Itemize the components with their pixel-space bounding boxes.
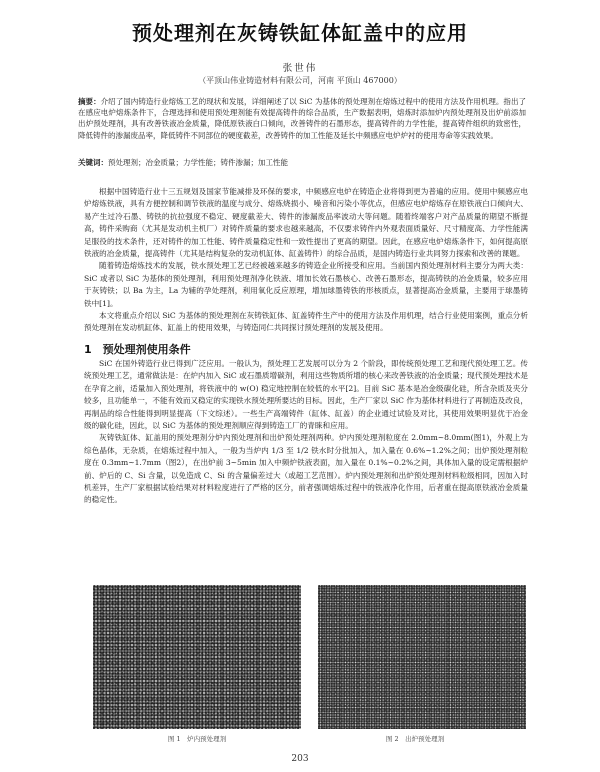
section-paragraph-1: SiC 在国外铸造行业已得到广泛应用。一般认为，预处理工艺发展可以分为 2 个阶段，即传统预处理工艺和现代预处理工艺。传统预处理工艺，通常做法是：在炉内加入 SiC 或石墨质增碳剂，利用这些物质所增的核心来改善铁液的冶金质量；现代预处理技术是在孕育之前，适量加入预处理剂，将铁液中的 w(O) 稳定地控制在较低的水平[2]。目前 SiC 基本是冶金级碳化硅，所含杂质及夹分较多，且功能单一，不能有效而又稳定的实现铁水预处理所要达的目标。因此，生产厂家以 SiC 作为基体材料进行了再制造及改良，再制品的综合性能得到明显提高（下文综述）。一些生产高端铸件（缸体、缸盖）的企业通过试验及对比，其使用效果明显优于冶金级的碳化硅，因此，以 SiC 为基体的预处理剂顺应得到铸造工厂的青睐和应用。 (84, 359, 528, 431)
intro-paragraph-1: 根据中国铸造行业十三五规划及国家节能减排及环保的要求，中频感应电炉在铸造企业将得到更为普遍的应用。使用中频感应电炉熔炼铁液，具有方便控制和调节铁液的温度与成分、熔炼烧损小、噪音和污染小等优点，但感应电炉熔炼存在原铁液白口倾向大、易产生过冷石墨、铸铁的抗拉强度不稳定、硬度截差大、铸件的渗漏废品率波动大等问题。随着终端客户对产品质量的期望不断提高，铸件采购商（尤其是发动机主机厂）对铸件质量的要求也越来越高，不仅要求铸件内外观表面质量好、尺寸精度高、力学性能满足服役的技术条件，还对铸件的加工性能、铸件质量稳定性和一致性提出了更高的期望。因此，在感应电炉熔炼条件下，如何提高原铁液的冶金质量，提高铸件（尤其是结构复杂的发动机缸体、缸盖铸件）的综合品质，是国内铸造行业共同努力探索和改善的课题。 (84, 187, 528, 259)
intro-paragraph-2: 随着铸造熔炼技术的发展，铁水预处理工艺已经被越来越多的铸造企业所接受和应用。当前国内预处理剂材料主要分为两大类：SiC 或者以 SiC 为基体的预处理剂，利用预处理剂净化铁液、增加长效石墨核心、改善石墨形态，提高铸铁的冶金质量，较多应用于灰铸铁；以 Ba 为主，La 为辅的孕处理剂，利用氧化反应原理，增加球墨铸铁的形核质点，显著提高冶金质量，主要用于球墨铸铁中[1]。 (84, 261, 528, 308)
section-heading: 1 预处理剂使用条件 (84, 343, 191, 356)
abstract-label: 摘要： (78, 97, 101, 106)
section-paragraph-2: 灰铸铁缸体、缸盖用的预处理剂分炉内预处理剂和出炉预处理剂两种。炉内预处理剂粒度在 2.0mm~8.0mm(图1)，外观上为综色晶体，无杂质，在熔炼过程中加入，一般为当炉内 1/3 至 1/2 铁水时分批加入，加入量在 0.6%~1.2%之间；出炉预处理剂粒度在 0.3mm~1.7mm（图2），在出炉前 3~5min 加入中频炉铁液表面，加入量在 0.1%~0.2%之间，具体加入量的设定需根据炉前、炉后的 C、Si 含量，以免造成 C、Si 的含量偏差过大（或超工艺范围）。炉内预处理剂和出炉预处理剂材料粒级相同，因加入时机差异，生产厂家根据试验结果对材料粒度进行了严格的区分，前者强调熔炼过程中的铁液净化作用，后者重在提高原铁液冶金质量的稳定性。 (84, 433, 528, 505)
page-number: 203 (291, 754, 309, 764)
author-name: 张世伟 (282, 63, 318, 74)
keywords-label: 关键词： (78, 158, 108, 167)
intro-paragraph-3: 本文将重点介绍以 SiC 为基体的预处理剂在灰铸铁缸体、缸盖铸件生产中的使用方法及作用机理，结合行业使用案例，重点分析预处理剂在发动机缸体、缸盖上的使用效果，与铸造同仁共同探讨预处理剂的发展及使用。 (84, 311, 528, 333)
figure-1-image (93, 585, 301, 729)
section-1-body (84, 358, 528, 507)
figure-1-caption: 图 1 炉内预处理剂 (167, 735, 227, 743)
introduction (84, 186, 528, 335)
abstract-text: 介绍了国内铸造行业熔炼工艺的现状和发展，详细阐述了以 SiC 为基体的预处理剂在熔炼过程中的使用方法及作用机理。指出了在感应电炉熔炼条件下，合理选择和使用预处理剂能有效提高铸件的综合品质，生产数据表明，熔炼时添加炉内预处理剂及出炉前添加出炉预处理剂，具有改善铁液冶金质量，降低原铁液白口倾向，改善铸件的石墨形态，提高铸件的力学性能，提高铸件组织的致密性，降低铸件的渗漏废品率，降低铸件不同部位的硬度截差，改善铸件的加工性能及延长中频感应电炉炉衬的使用寿命等实践效果。 (78, 97, 527, 140)
paper-title: 预处理剂在灰铸铁缸体缸盖中的应用 (132, 21, 468, 45)
abstract (78, 96, 526, 141)
figure-2-caption: 图 2 出炉预处理剂 (385, 735, 445, 743)
keywords (78, 157, 526, 168)
keywords-text: 预处理剂；冶金质量；力学性能；铸件渗漏；加工性能 (108, 158, 288, 167)
author-affiliation: （平顶山伟业铸造材料有限公司，河南 平顶山 467000） (198, 76, 402, 85)
figure-2-image (318, 585, 526, 729)
